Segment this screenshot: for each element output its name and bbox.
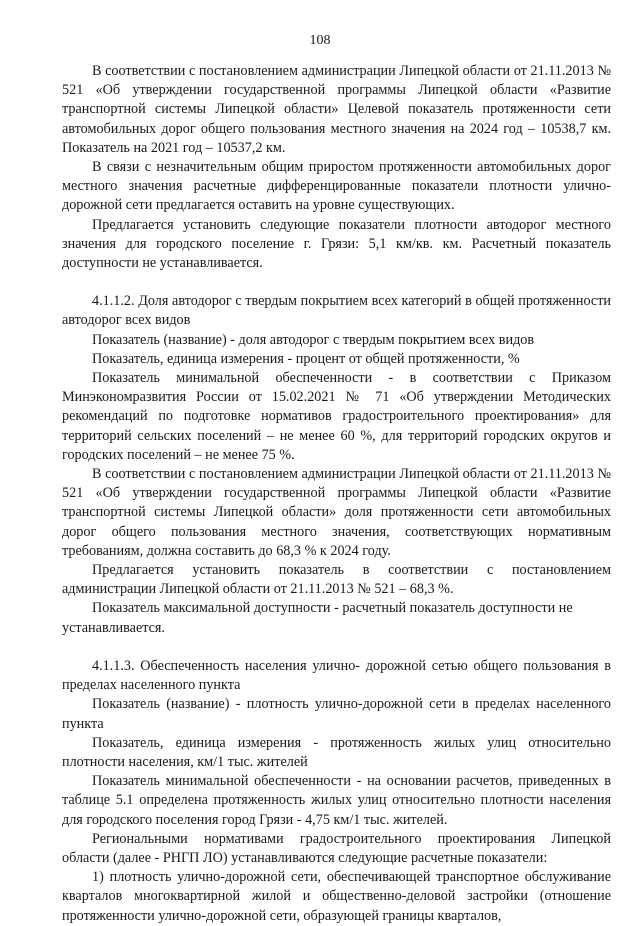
page-number: 108 bbox=[309, 33, 331, 48]
paragraph-regional-program: В соответствии с постановлением администрации Липецкой области от 21.11.2013 № 521 «Об утверждении государственной программы Липецкой области «Развитие транспортной системы Липецкой области» доля протяженности сети автомобильных дорог общего пользования местного значения, соответствующих нормативным требованиям, должна составить до 68,3 % к 2024 году. bbox=[62, 466, 611, 559]
document-body bbox=[62, 62, 611, 926]
paragraph-indicator-unit: Показатель, единица измерения - процент от общей протяженности, % bbox=[92, 350, 520, 367]
paragraph-proposed-indicator: Предлагается установить показатель в соответствии с постановлением администрации Липецкой области от 21.11.2013 № 521 – 68,3 %. bbox=[62, 562, 611, 598]
paragraph-max-accessibility: Показатель максимальной доступности - расчетный показатель доступности не устанавливается. bbox=[62, 600, 573, 636]
paragraph-density-proposal: Предлагается установить следующие показатели плотности автодорог местного значения для городского поселение г. Грязи: 5,1 км/кв. км. Расчетный показатель доступности не устанавливается. bbox=[62, 216, 611, 272]
section-gap bbox=[62, 273, 611, 292]
paragraph-street-density-name: Показатель (название) - плотность улично-дорожной сети в пределах населенного пункта bbox=[62, 696, 611, 732]
paragraph-street-density-minimum: Показатель минимальной обеспеченности - на основании расчетов, приведенных в таблице 5.1 определена протяженность жилых улиц относительно плотности населения для городского поселения город Грязи - 4,75 км/1 тыс. жителей. bbox=[62, 773, 611, 828]
paragraph-regional-standards: Региональными нормативами градостроительного проектирования Липецкой области (далее - РНГП ЛО) устанавливаются следующие расчетные показатели: bbox=[62, 830, 611, 866]
section-gap bbox=[62, 638, 611, 657]
section-heading-4-1-1-3: 4.1.1.3. Обеспеченность населения улично- дорожной сетью общего пользования в пределах населенного пункта bbox=[62, 657, 611, 694]
paragraph-indicator-name: Показатель (название) - доля автодорог с твердым покрытием всех видов bbox=[92, 331, 535, 348]
paragraph-target-indicator: В соответствии с постановлением администрации Липецкой области от 21.11.2013 № 521 «Об утверждении государственной программы Липецкой области «Развитие транспортной системы Липецкой области» Целевой показатель протяженности сети автомобильных дорог общего пользования местного значения на 2024 год – 10538,7 км. Показатель на 2021 год – 10537,2 км. bbox=[62, 63, 611, 156]
section-heading-4-1-1-2: 4.1.1.2. Доля автодорог с твердым покрытием всех категорий в общей протяженности автодорог всех видов bbox=[62, 293, 611, 329]
paragraph-street-density-unit: Показатель, единица измерения - протяженность жилых улиц относительно плотности населения, км/1 тыс. жителей bbox=[62, 734, 611, 770]
paragraph-minimum-provision: Показатель минимальной обеспеченности - в соответствии с Приказом Минэкономразвития России от 15.02.2021 № 71 «Об утверждении Методических рекомендаций по подготовке нормативов градостроительного проектирования» для территорий сельских поселений – не менее 60 %, для территорий городских округов и городских поселений – не менее 75 %. bbox=[62, 370, 611, 463]
paragraph-density-keep: В связи с незначительным общим приростом протяженности автомобильных дорог местного значения расчетные дифференцированные показатели плотности улично-дорожной сети предлагается оставить на уровне существующих. bbox=[62, 159, 611, 214]
list-item-street-network-density: 1) плотность улично-дорожной сети, обеспечивающей транспортное обслуживание кварталов многоквартирной жилой и общественно-деловой застройки (отношение протяженности улично-дорожной сети, образующей границы кварталов, bbox=[62, 869, 611, 924]
